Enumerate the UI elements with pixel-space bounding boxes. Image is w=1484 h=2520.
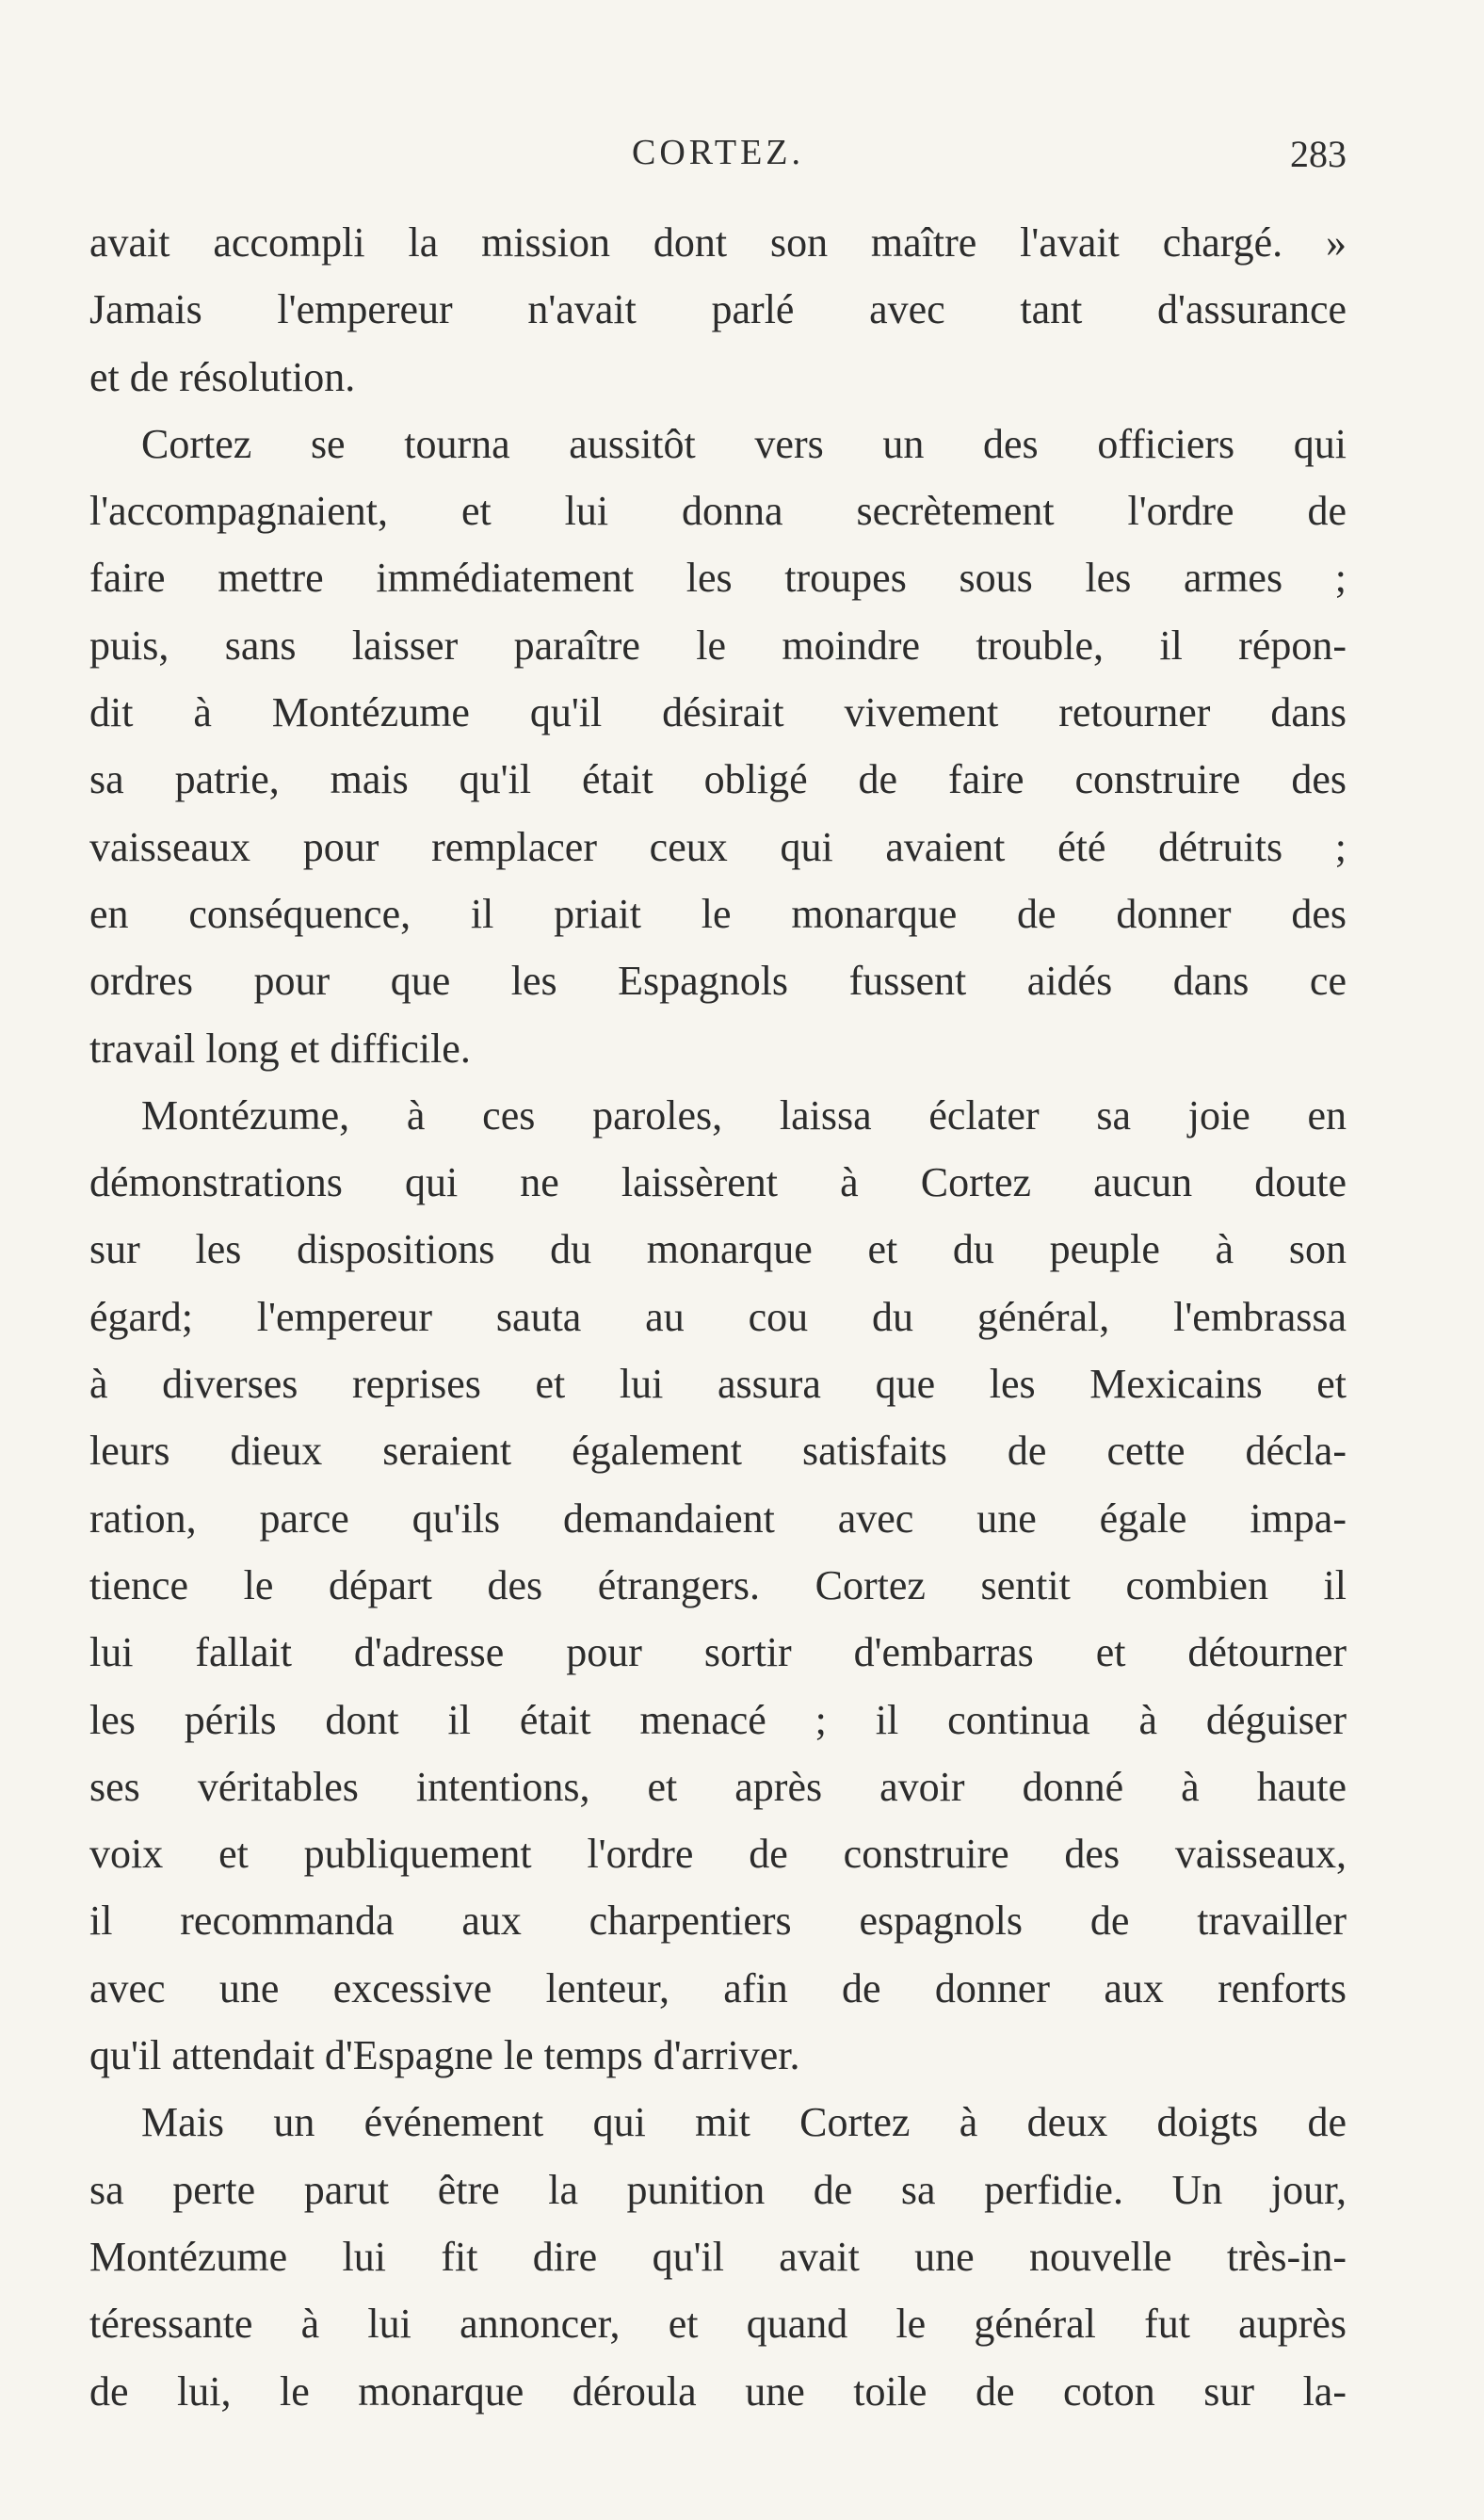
text-line: faire mettre immédiatement les troupes sous les armes ;	[89, 555, 1347, 602]
text-line: avait accompli la mission dont son maître l'avait chargé. »	[89, 219, 1347, 266]
text-line: ordres pour que les Espagnols fussent aidés dans ce	[89, 958, 1347, 1005]
text-line: tience le départ des étrangers. Cortez sentit combien il	[89, 1561, 1347, 1608]
text-line: il recommanda aux charpentiers espagnols de travailler	[89, 1898, 1347, 1945]
text-line: voix et publiquement l'ordre de construire des vaisseaux,	[89, 1831, 1347, 1878]
text-line: avec une excessive lenteur, afin de donner aux renforts	[89, 1964, 1347, 2011]
text-line: ration, parce qu'ils demandaient avec une égale impa-	[89, 1494, 1347, 1542]
text-line: lui fallait d'adresse pour sortir d'embarras et détourner	[89, 1629, 1347, 1676]
text-line: Montézume lui fit dire qu'il avait une nouvelle très-in-	[89, 2233, 1347, 2280]
text-line: Jamais l'empereur n'avait parlé avec tant d'assurance	[89, 286, 1347, 333]
text-line: dit à Montézume qu'il désirait vivement retourner dans	[89, 689, 1347, 736]
text-line: et de résolution.	[89, 353, 356, 400]
text-line: sa perte parut être la punition de sa perfidie. Un jour,	[89, 2166, 1347, 2213]
text-line: ses véritables intentions, et après avoir donné à haute	[89, 1763, 1347, 1810]
text-line: sur les dispositions du monarque et du peuple à son	[89, 1226, 1347, 1273]
text-line: téressante à lui annoncer, et quand le général fut auprès	[89, 2301, 1347, 2348]
text-line: Cortez se tourna aussitôt vers un des officiers qui	[141, 420, 1347, 467]
text-line: sa patrie, mais qu'il était obligé de faire construire des	[89, 756, 1347, 803]
text-line: démonstrations qui ne laissèrent à Cortez aucun doute	[89, 1159, 1347, 1206]
text-line: puis, sans laisser paraître le moindre trouble, il répon-	[89, 622, 1347, 669]
text-line: qu'il attendait d'Espagne le temps d'arriver.	[89, 2032, 800, 2079]
text-line: Montézume, à ces paroles, laissa éclater sa joie en	[141, 1091, 1347, 1139]
body-text	[89, 209, 1347, 2425]
text-line: de lui, le monarque déroula une toile de coton sur la-	[89, 2367, 1347, 2415]
running-head	[89, 132, 1347, 185]
text-line: Mais un événement qui mit Cortez à deux doigts de	[141, 2099, 1347, 2146]
text-line: travail long et difficile.	[89, 1025, 471, 1072]
text-line: les périls dont il était menacé ; il continua à déguiser	[89, 1696, 1347, 1743]
text-line: égard; l'empereur sauta au cou du général, l'embrassa	[89, 1293, 1347, 1340]
page-number: 283	[1290, 133, 1347, 175]
text-line: leurs dieux seraient également satisfaits de cette décla-	[89, 1428, 1347, 1475]
text-line: vaisseaux pour remplacer ceux qui avaient été détruits ;	[89, 823, 1347, 870]
text-line: à diverses reprises et lui assura que les Mexicains et	[89, 1361, 1347, 1408]
text-line: en conséquence, il priait le monarque de donner des	[89, 890, 1347, 937]
running-title: CORTEZ.	[632, 133, 804, 172]
text-line: l'accompagnaient, et lui donna secrètement l'ordre de	[89, 488, 1347, 535]
